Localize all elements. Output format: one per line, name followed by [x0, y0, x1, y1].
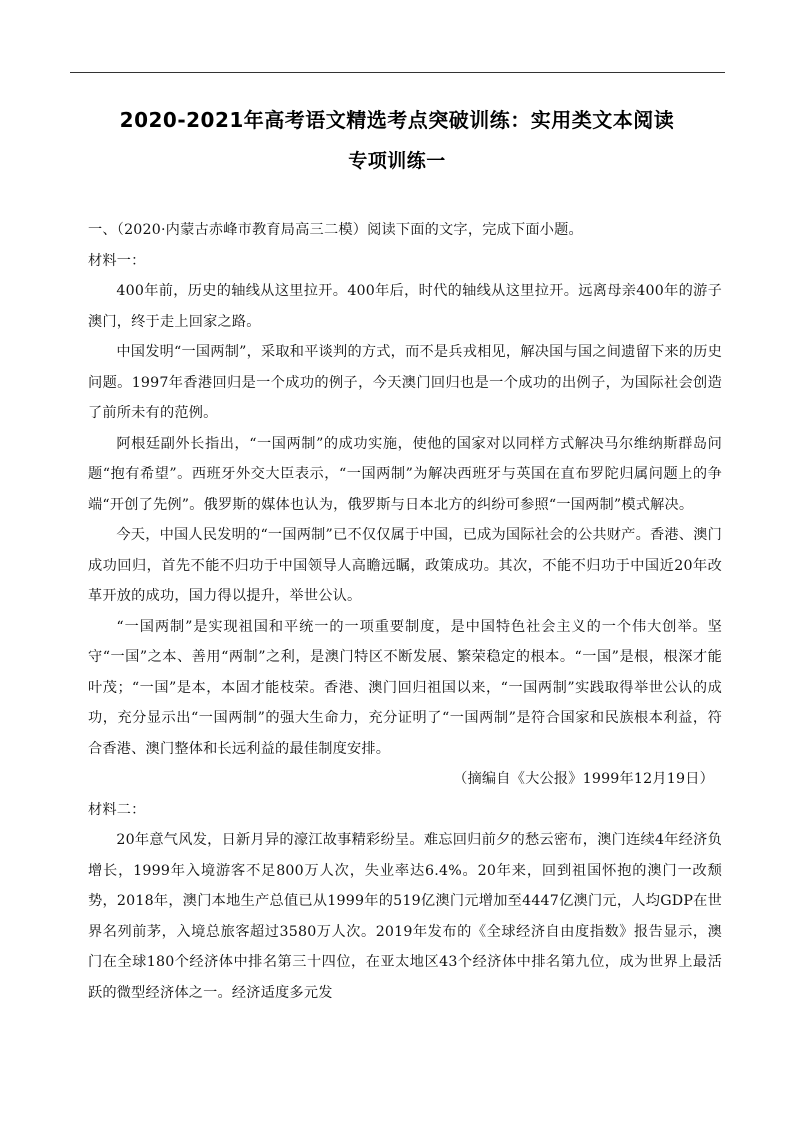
paragraph: 中国发明“一国两制”，采取和平谈判的方式，而不是兵戎相见，解决国与国之间遗留下来的历史问题。1997年香港回归是一个成功的例子，今天澳门回归也是一个成功的出例子，为国际社会创造了前所未有的范例。 [88, 344, 722, 421]
page-subtitle: 专项训练一 [348, 150, 446, 172]
header-rule [70, 72, 725, 73]
material1-source: （摘编自《大公报》1999年12月19日） [453, 771, 714, 787]
page-title: 2020-2021年高考语文精选考点突破训练：实用类文本阅读 [119, 108, 675, 132]
paragraph: 400年前，历史的轴线从这里拉开。400年后，时代的轴线从这里拉开。远离母亲400年的游子澳门，终于走上回家之路。 [88, 283, 722, 330]
material1-label: 材料一： [88, 252, 146, 269]
paragraph: 今天，中国人民发明的“一国两制”已不仅仅属于中国，已成为国际社会的公共财产。香港、澳门成功回归，首先不能不归功于中国领导人高瞻远瞩，政策成功。其次，不能不归功于中国近20年改革开放的成功，国力得以提升，举世公认。 [88, 527, 722, 604]
paragraph: “一国两制”是实现祖国和平统一的一项重要制度，是中国特色社会主义的一个伟大创举。坚守“一国”之本、善用“两制”之利，是澳门特区不断发展、繁荣稳定的根本。“一国”是根，根深才能叶茂；“一国”是本，本固才能枝荣。香港、澳门回归祖国以来，“一国两制”实践取得举世公认的成功，充分显示出“一国两制”的强大生命力，充分证明了“一国两制”是符合国家和民族根本利益，符合香港、澳门整体和长远利益的最佳制度安排。 [88, 618, 722, 757]
material2-label: 材料二： [88, 801, 146, 818]
question-intro: 一、（2020·内蒙古赤峰市教育局高三二模）阅读下面的文字，完成下面小题。 [88, 222, 583, 238]
paragraph: 20年意气风发，日新月异的濠江故事精彩纷呈。难忘回归前夕的愁云密布，澳门连续4年经济负增长，1999年入境游客不足800万人次，失业率达6.4%。20年来，回到祖国怀抱的澳门一改颓势，2018年，澳门本地生产总值已从1999年的519亿澳门元增加至4447亿澳门元，人均GDP在世界名列前茅，入境总旅客超过3580万人次。2019年发布的《全球经济自由度指数》报告显示，澳门在全球180个经济体中排名第三十四位，在亚太地区43个经济体中排名第九位，成为世界上最活跃的微型经济体之一。经济适度多元发 [88, 832, 722, 1001]
paragraph: 阿根廷副外长指出，“一国两制”的成功实施，使他的国家对以同样方式解决马尔维纳斯群岛问题“抱有希望”。西班牙外交大臣表示，“一国两制”为解决西班牙与英国在直布罗陀归属问题上的争端“开创了先例”。俄罗斯的媒体也认为，俄罗斯与日本北方的纠纷可参照“一国两制”模式解决。 [88, 435, 722, 513]
document-body [88, 215, 722, 1008]
